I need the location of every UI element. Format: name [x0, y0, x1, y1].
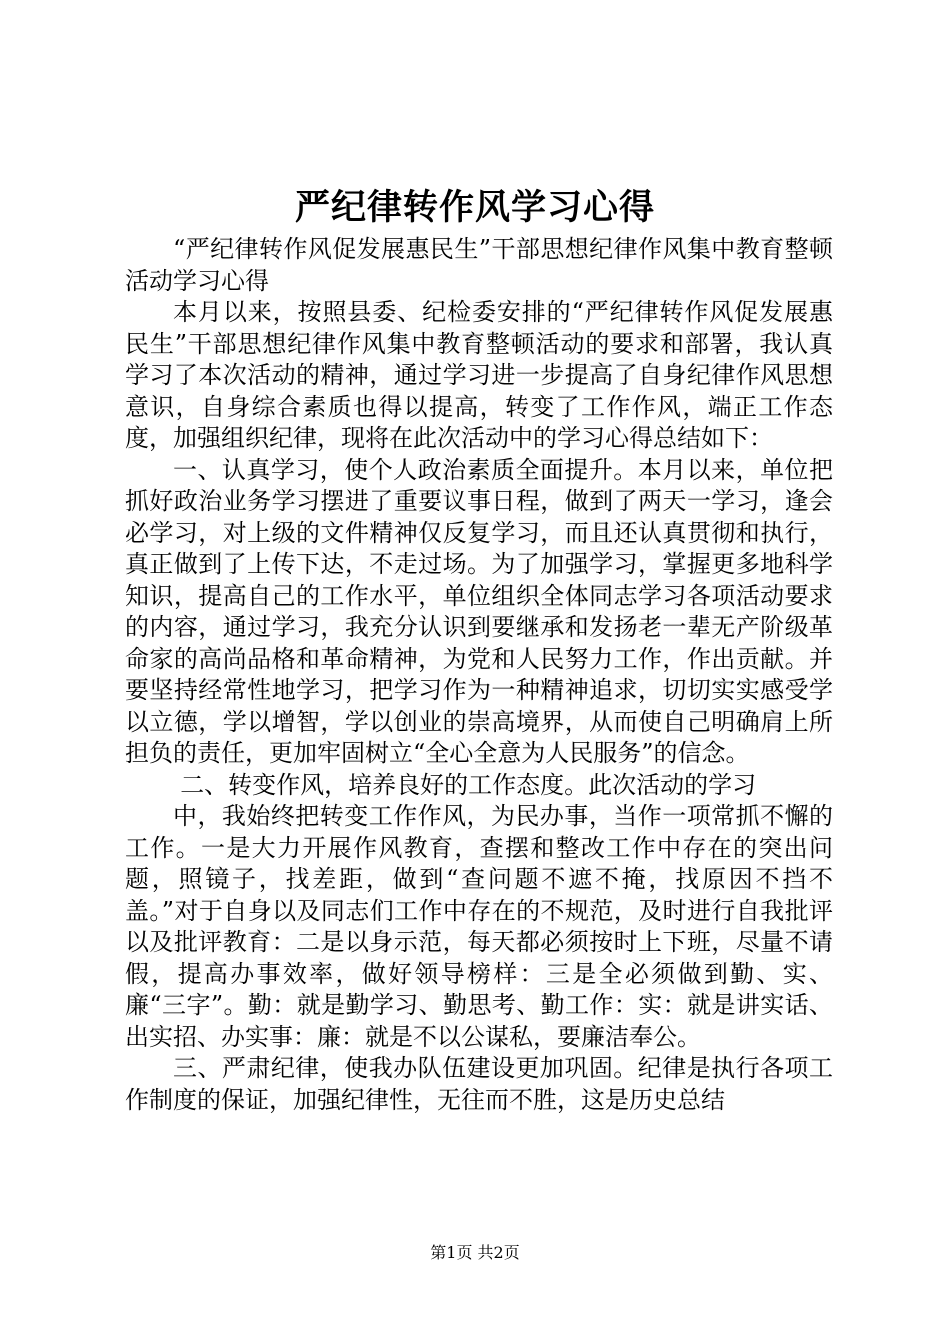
paragraph-intro: 本月以来，按照县委、纪检委安排的“严纪律转作风促发展惠民生”干部思想纪律作风集中教育整顿活动的要求和部署，我认真学习了本次活动的精神，通过学习进一步提高了自身纪律作风思想意识，自身综合素质也得以提高，转变了工作作风，端正工作态度，加强组织纪律，现将在此次活动中的学习心得总结如下：: [125, 298, 833, 452]
paragraph-section-2-heading: 二、转变作风，培养良好的工作态度。此次活动的学习: [180, 770, 757, 799]
paragraph-subtitle: “严纪律转作风促发展惠民生”干部思想纪律作风集中教育整顿活动学习心得: [125, 235, 833, 295]
document-body: [125, 234, 833, 1116]
paragraph-section-2-body: 中，我始终把转变工作作风，为民办事，当作一项常抓不懈的工作。一是大力开展作风教育，查摆和整改工作中存在的突出问题，照镜子，找差距，做到“查问题不遮不掩，找原因不挡不盖。”对于自身以及同志们工作中存在的不规范，及时进行自我批评以及批评教育：二是以身示范，每天都必须按时上下班，尽量不请假，提高办事效率，做好领导榜样：三是全必须做到勤、实、廉“三字”。勤：就是勤学习、勤思考、勤工作：实：就是讲实话、出实招、办实事：廉：就是不以公谋私，要廉洁奉公。: [125, 802, 833, 1051]
paragraph-section-3: 三、严肃纪律，使我办队伍建设更加巩固。纪律是执行各项工作制度的保证，加强纪律性，无往而不胜，这是历史总结: [125, 1054, 833, 1114]
page-footer: 第1页 共2页: [430, 1243, 520, 1262]
page-title: 严纪律转作风学习心得: [294, 187, 655, 228]
paragraph-section-1: 一、认真学习，使个人政治素质全面提升。本月以来，单位把抓好政治业务学习摆进了重要议事日程，做到了两天一学习，逢会必学习，对上级的文件精神仅反复学习，而且还认真贯彻和执行，真正做到了上传下达，不走过场。为了加强学习，掌握更多地科学知识，提高自己的工作水平，单位组织全体同志学习各项活动要求的内容，通过学习，我充分认识到要继承和发扬老一辈无产阶级革命家的高尚品格和革命精神，为党和人民努力工作，作出贡献。并要坚持经常性地学习，把学习作为一种精神追求，切切实实感受学以立德，学以增智，学以创业的崇高境界，从而使自己明确肩上所担负的责任，更加牢固树立“全心全意为人民服务”的信念。: [125, 455, 833, 767]
